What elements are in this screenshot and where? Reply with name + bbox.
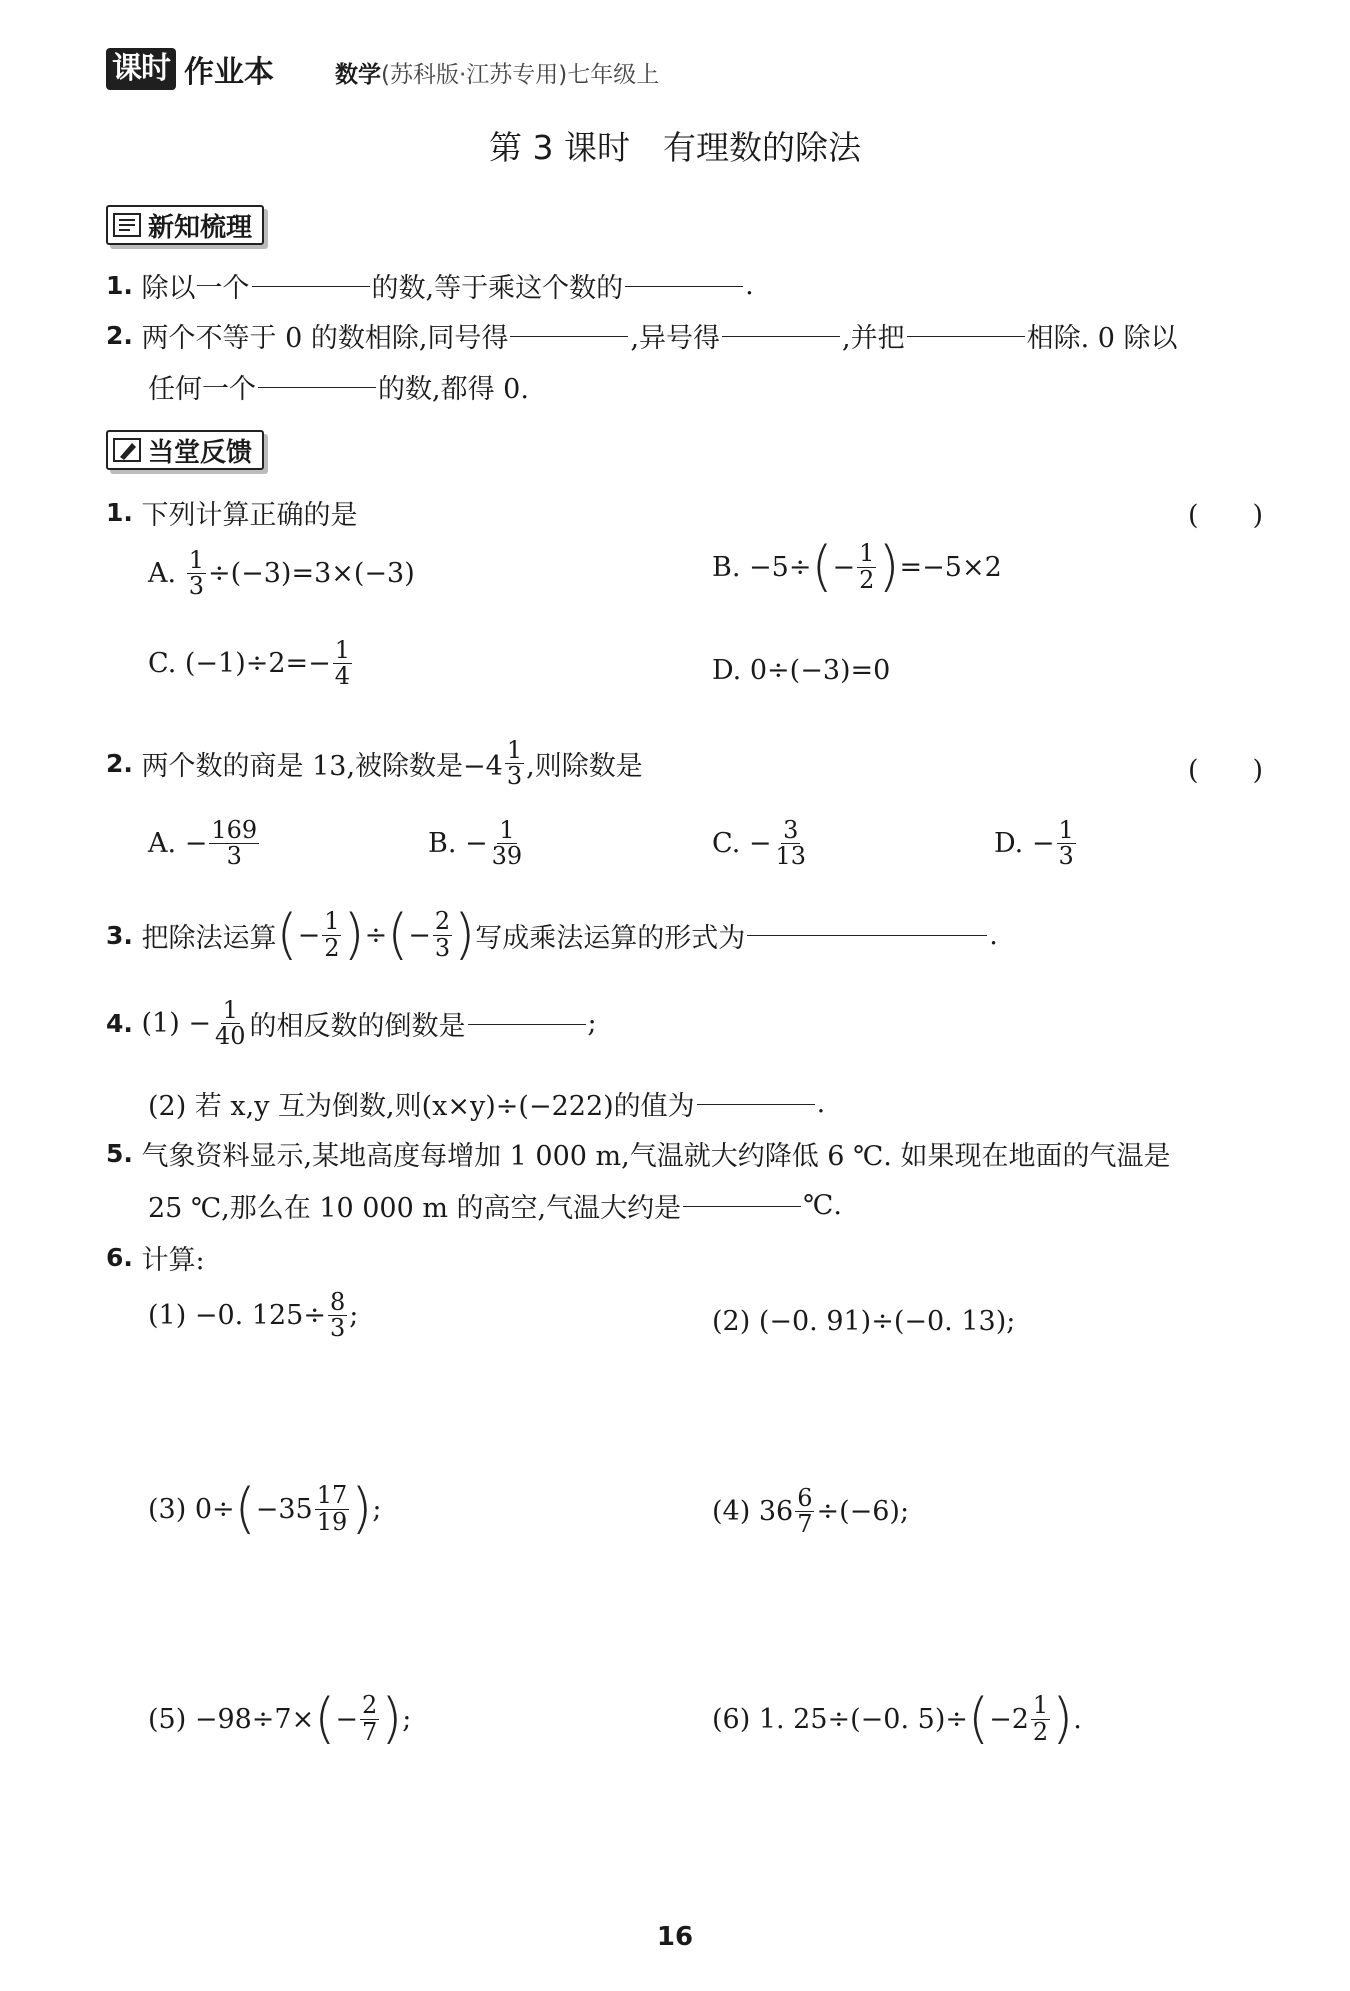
question-number: 4. [106, 1009, 133, 1039]
s1-question-1 [106, 266, 754, 305]
expr-text: ; [402, 1703, 412, 1735]
option-c[interactable] [712, 818, 810, 869]
question-text: 两个不等于 0 的数相除,同号得 [141, 323, 509, 354]
fraction [322, 909, 341, 960]
question-number: 6. [106, 1243, 133, 1272]
s2-question-5-cont [148, 1186, 842, 1225]
s2-question-3 [106, 903, 998, 966]
question-text: 气象资料显示,某地高度每增加 1 000 m,气温就大约降低 6 ℃. 如果现在地面的气温是 [141, 1141, 1171, 1172]
option-text: ÷(−3)=3×(−3) [207, 558, 415, 590]
option-key: A. [148, 828, 177, 860]
denominator: 3 [226, 842, 242, 871]
numerator: 1 [334, 636, 351, 664]
denominator: 40 [214, 1022, 246, 1051]
s2-question-2 [106, 738, 643, 789]
calc-2 [712, 1306, 1015, 1337]
sign: − [184, 828, 208, 860]
s2-question-4 [106, 998, 597, 1049]
option-key: B. [712, 551, 741, 583]
question-text: . [989, 919, 998, 951]
option-b[interactable] [428, 818, 526, 869]
whole-number: −2 [989, 1703, 1029, 1735]
sign: − [1031, 828, 1055, 860]
calc-5 [148, 1687, 412, 1750]
question-text: 两个数的商是 13,被除数是−4 [141, 751, 503, 783]
denominator: 3 [188, 572, 204, 601]
option-text: −5÷ [749, 551, 812, 583]
numerator: 1 [1058, 816, 1074, 844]
lesson-title: 第 3 课时 有理数的除法 [489, 128, 861, 167]
expr-text: (1) −0. 125÷ [148, 1300, 326, 1332]
numerator: 1 [499, 816, 515, 844]
fraction [328, 1290, 347, 1341]
subject-line [335, 56, 659, 89]
fraction [1031, 1693, 1050, 1744]
question-text: 计算: [141, 1245, 205, 1276]
paren-left: ( [276, 903, 298, 966]
denominator: 3 [1058, 842, 1074, 871]
option-a[interactable] [148, 548, 415, 599]
s2-question-4-part-2 [148, 1084, 825, 1123]
option-text: =−5×2 [899, 551, 1002, 583]
book-icon [112, 211, 142, 239]
option-c[interactable] [148, 638, 354, 689]
option-key: B. [428, 828, 457, 860]
denominator: 13 [775, 842, 807, 871]
denominator: 19 [316, 1507, 348, 1536]
calc-1 [148, 1290, 358, 1341]
answer-blank[interactable] [625, 285, 743, 287]
question-text: (2) 若 x,y 互为倒数,则(x×y)÷(−222)的值为 [148, 1091, 695, 1122]
section-label: 当堂反馈 [148, 437, 253, 468]
fraction [857, 541, 876, 592]
expr-text: (5) −98÷7× [148, 1703, 315, 1735]
question-number: 2. [106, 749, 133, 779]
numerator: 8 [329, 1288, 346, 1316]
question-text: ,异号得 [630, 323, 721, 354]
question-text: . [816, 1088, 826, 1119]
option-b[interactable] [712, 535, 1002, 598]
numerator: 2 [434, 907, 451, 936]
expr-text: (3) 0÷ [148, 1493, 235, 1525]
denominator: 2 [324, 933, 340, 962]
s2-question-1 [106, 493, 358, 532]
paren-right: ) [381, 1687, 403, 1750]
fraction [505, 738, 524, 789]
expr-text: ÷(−6); [816, 1496, 910, 1528]
paren-right: ) [454, 903, 476, 966]
answer-bracket[interactable]: ( ) [1188, 500, 1264, 531]
question-text: ,则除数是 [526, 751, 643, 783]
question-number: 2. [106, 321, 133, 350]
denominator: 2 [859, 565, 875, 594]
fraction [490, 818, 525, 869]
sign: − [408, 919, 431, 951]
section-tag-new-knowledge [106, 205, 264, 245]
numerator: 1 [859, 539, 875, 568]
fraction [360, 1693, 379, 1744]
section-tag-feedback [106, 430, 264, 470]
numerator: 1 [324, 907, 340, 936]
question-text: (1) − [141, 1008, 211, 1040]
pencil-icon [112, 436, 142, 464]
fraction [315, 1483, 350, 1534]
logo-mark: 课时 [106, 48, 176, 90]
numerator: 169 [211, 816, 258, 844]
option-key: D. [712, 655, 742, 686]
fraction [187, 548, 206, 599]
denominator: 3 [506, 762, 523, 791]
numerator: 3 [783, 816, 799, 844]
question-text: 的相反数的倒数是 [249, 1011, 466, 1043]
denominator: 3 [434, 933, 451, 962]
numerator: 1 [222, 996, 238, 1024]
fraction [213, 998, 248, 1049]
answer-blank[interactable] [722, 335, 840, 337]
numerator: 1 [506, 736, 523, 764]
sign: − [832, 551, 856, 583]
sign: − [297, 919, 321, 951]
question-number: 1. [106, 271, 133, 300]
numerator: 1 [1032, 1691, 1049, 1720]
expr-text: ; [372, 1493, 382, 1525]
question-text: 除以一个 [141, 273, 250, 304]
answer-blank[interactable] [747, 934, 987, 936]
denominator: 3 [329, 1314, 346, 1343]
option-a[interactable] [148, 818, 261, 869]
option-text: (−1)÷2=− [184, 648, 331, 680]
paren-left: ( [234, 1477, 256, 1540]
expr-text: (6) 1. 25÷(−0. 5)÷ [712, 1703, 968, 1735]
question-text: 写成乘法运算的形式为 [475, 922, 746, 954]
calc-3 [148, 1477, 382, 1540]
question-text: ℃. [803, 1190, 842, 1221]
fraction [209, 818, 259, 869]
paren-left: ( [968, 1687, 990, 1750]
answer-blank[interactable] [907, 335, 1025, 337]
fraction [1057, 818, 1076, 869]
denominator: 2 [1032, 1717, 1049, 1746]
sign: − [748, 828, 772, 860]
paren-right: ) [351, 1477, 373, 1540]
s1-question-2 [106, 316, 1178, 355]
answer-blank[interactable] [252, 285, 370, 287]
question-text: 任何一个 [148, 374, 256, 405]
paren-right: ) [1052, 1687, 1074, 1750]
fraction [333, 638, 352, 689]
paren-right: ) [878, 535, 900, 598]
question-text: 下列计算正确的是 [141, 500, 358, 531]
option-d[interactable] [994, 818, 1078, 869]
question-text: 的数,等于乘这个数的 [371, 273, 624, 304]
paren-right: ) [343, 903, 365, 966]
s2-question-6 [106, 1238, 205, 1277]
question-text: 25 ℃,那么在 10 000 m 的高空,气温大约是 [148, 1193, 682, 1224]
numerator: 17 [316, 1481, 348, 1510]
option-d[interactable] [712, 655, 890, 686]
option-key: D. [994, 828, 1024, 860]
answer-blank[interactable] [683, 1205, 801, 1207]
fraction [795, 1486, 814, 1537]
denominator: 7 [797, 1510, 813, 1539]
question-text: ,并把 [842, 323, 905, 354]
question-number: 5. [106, 1139, 133, 1168]
option-key: A. [148, 558, 177, 590]
question-number: 3. [106, 920, 133, 950]
option-text: 0÷(−3)=0 [749, 655, 891, 686]
calc-4 [712, 1486, 909, 1537]
denominator: 4 [334, 662, 351, 691]
paren-left: ( [314, 1687, 336, 1750]
denominator: 7 [361, 1717, 378, 1746]
answer-blank[interactable] [468, 1023, 586, 1025]
question-text: ; [587, 1008, 597, 1040]
paren-left: ( [387, 903, 409, 966]
expr-text: ; [349, 1300, 359, 1332]
answer-bracket[interactable]: ( ) [1188, 755, 1264, 786]
operator: ÷ [364, 919, 388, 951]
question-number: 1. [106, 498, 133, 527]
book-name: 作业本 [184, 55, 274, 90]
subject: 数学 [335, 62, 381, 88]
header-logo [106, 48, 274, 90]
option-key: C. [712, 828, 741, 860]
s2-question-5 [106, 1134, 1170, 1173]
whole-number: −35 [255, 1493, 313, 1525]
question-text: . [745, 270, 754, 301]
denominator: 39 [491, 842, 523, 871]
numerator: 1 [188, 546, 204, 574]
fraction [433, 909, 452, 960]
sign: − [465, 828, 488, 860]
sign: − [335, 1703, 358, 1735]
expr-text: (2) (−0. 91)÷(−0. 13); [712, 1306, 1016, 1337]
question-text: 把除法运算 [141, 922, 277, 954]
page-number: 16 [656, 1922, 694, 1952]
answer-blank[interactable] [258, 386, 376, 388]
calc-6 [712, 1687, 1082, 1750]
expr-text: . [1073, 1703, 1082, 1735]
edition: (苏科版·江苏专用)七年级上 [381, 62, 660, 88]
answer-blank[interactable] [697, 1103, 815, 1105]
s1-question-2-cont [148, 367, 529, 406]
fraction [774, 818, 809, 869]
expr-text: (4) 36 [712, 1496, 794, 1528]
question-text: 相除. 0 除以 [1026, 323, 1178, 354]
question-text: 的数,都得 0. [378, 374, 529, 405]
option-key: C. [148, 648, 177, 680]
numerator: 6 [797, 1484, 813, 1512]
numerator: 2 [361, 1691, 378, 1720]
answer-blank[interactable] [510, 335, 628, 337]
paren-left: ( [811, 535, 833, 598]
section-label: 新知梳理 [148, 212, 253, 243]
